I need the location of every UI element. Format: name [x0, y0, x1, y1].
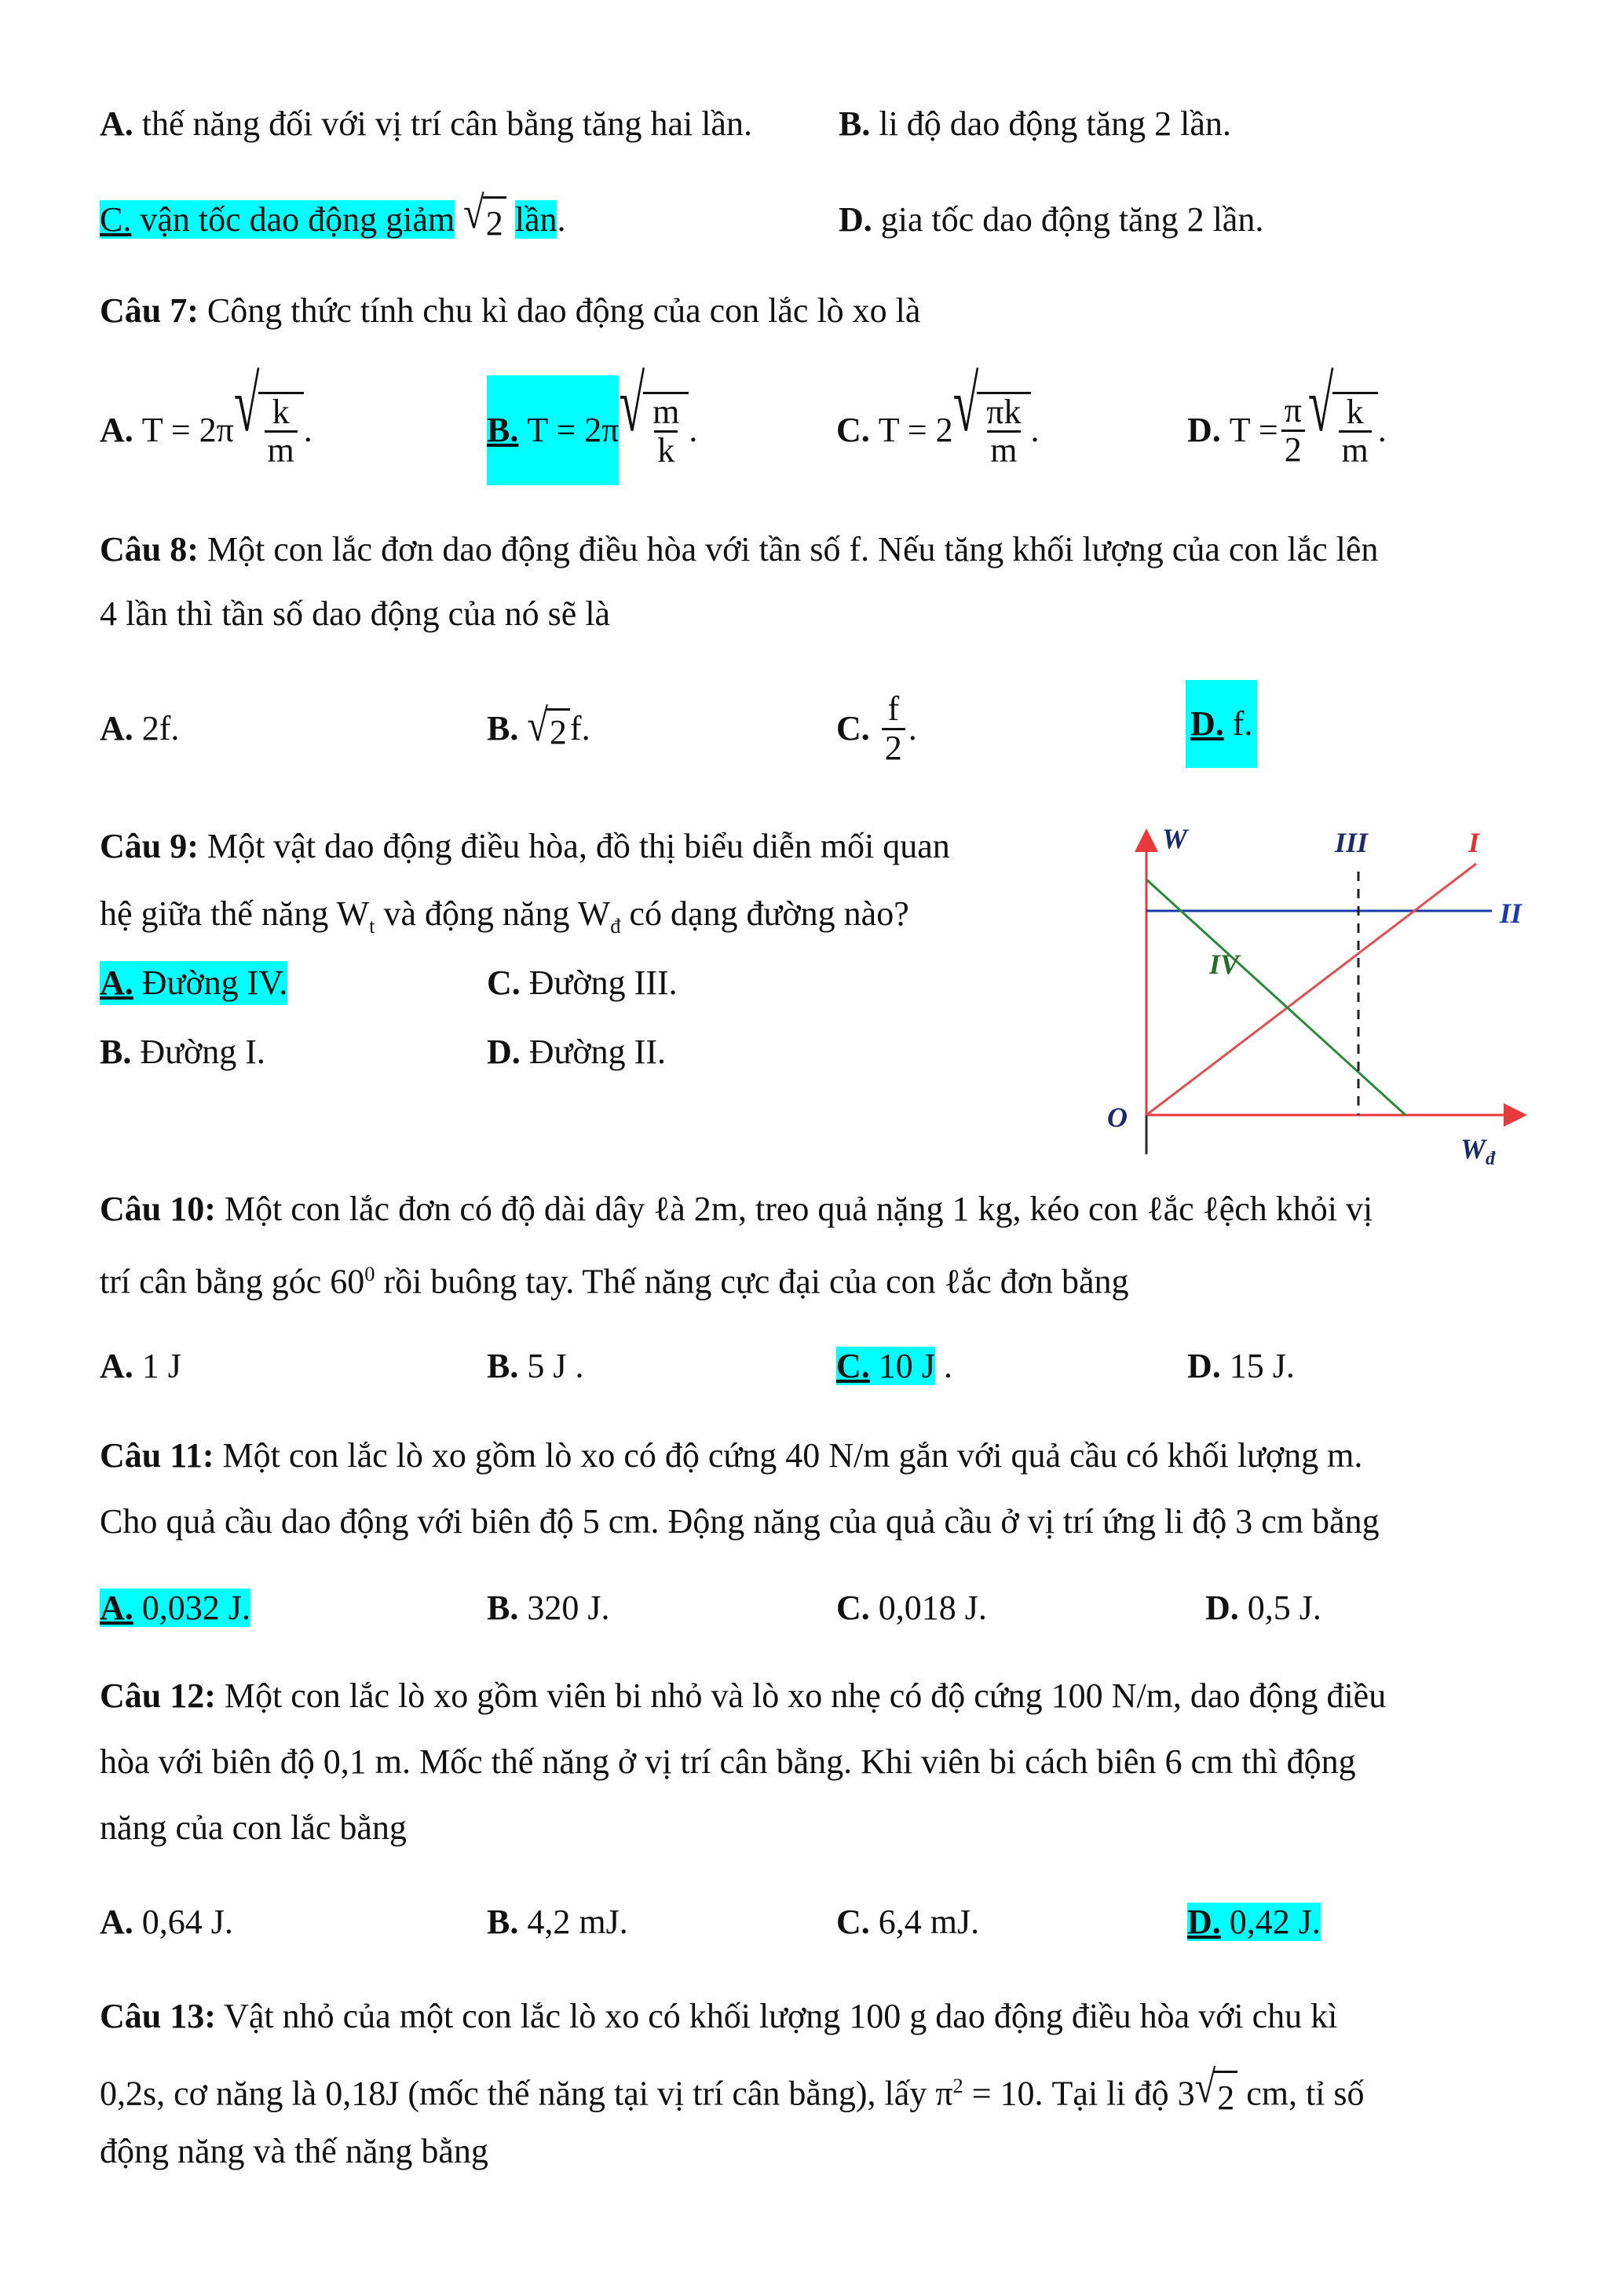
q12-a-text: 0,64 J. — [141, 1903, 233, 1941]
q9-a-label: A. — [100, 963, 133, 1002]
q8-d-text: f. — [1232, 704, 1253, 743]
q12-option-a — [100, 1900, 233, 1944]
q8-a-label: A. — [100, 709, 133, 748]
q12-c-label: C. — [836, 1903, 870, 1941]
q13-stem-line1 — [100, 1994, 1337, 2038]
q10-option-d — [1187, 1344, 1295, 1388]
q7-a-sqrt: √ $\frac{k}{m}$ — [234, 392, 304, 469]
q11-b-text: 320 J. — [527, 1589, 610, 1627]
q8-c-fraction: $\frac{f}{2}$ — [882, 691, 905, 766]
q11-label: Câu 11: — [100, 1436, 214, 1475]
q7-option-d: D. T = $\frac{\pi}{2}$ √ $\frac{k}{m}$ . — [1187, 359, 1387, 470]
q8-b-sqrt: √ 2 — [527, 708, 570, 755]
q11-stem-line1 — [100, 1434, 1362, 1478]
q7-b-label: B. — [487, 411, 519, 449]
q9-stem-line2: hệ giữa thế năng $W_t$ và động năng $W_đ$ có dạng đường nào? — [100, 894, 909, 938]
q13-stem-line2: 0,2s, cơ năng là 0,18J (mốc thế năng tại vị trí cân bằng), lấy $\pi^2 = 10$. Tại li độ 3 √ 2 cm, tỉ số — [100, 2060, 1365, 2123]
q9-option-d — [487, 1030, 666, 1074]
q8-b-after: f. — [569, 709, 590, 748]
q9-d-text: Đường II. — [528, 1033, 666, 1071]
q12-text-1: Một con lắc lò xo gồm viên bi nhỏ và lò xo nhẹ có độ cứng 100 N/m, dao động điều — [224, 1676, 1387, 1715]
q7-b-prefix: T = 2π — [527, 411, 620, 449]
q13-sqrt: √ 2 — [1195, 2071, 1238, 2123]
q11-option-d — [1205, 1586, 1321, 1630]
q8-stem-line1 — [100, 528, 1378, 572]
q12-c-text: 6,4 mJ. — [878, 1903, 980, 1941]
q11-option-c — [836, 1586, 987, 1630]
q7-stem — [100, 289, 920, 333]
q7-label: Câu 7: — [100, 291, 199, 330]
q10-option-b — [487, 1344, 583, 1388]
q8-option-b — [487, 700, 590, 755]
graph-label-IV: IV — [1209, 949, 1240, 980]
q8-option-c: C. $\frac{f}{2}$ . — [836, 689, 917, 767]
q11-text-1: Một con lắc lò xo gồm lò xo có độ cứng 40 N/m gắn với quả cầu có khối lượng m. — [222, 1436, 1363, 1475]
q13-label: Câu 13: — [100, 1997, 216, 2035]
q13-stem-line3: động năng và thế năng bằng — [100, 2132, 488, 2170]
q9-b-label: B. — [100, 1033, 132, 1071]
q10-d-text: 15 J. — [1229, 1347, 1295, 1385]
q10-a-text: 1 J — [141, 1347, 181, 1385]
q11-d-text: 0,5 J. — [1247, 1589, 1321, 1627]
q7-c-sqrt: √ $\frac{\pi k}{m}$ — [953, 392, 1031, 469]
graph-y-label: W — [1162, 823, 1188, 854]
q11-c-text: 0,018 J. — [878, 1589, 987, 1627]
q6-d-label: D. — [839, 200, 872, 239]
q12-option-d — [1187, 1900, 1321, 1944]
q11-option-b — [487, 1586, 609, 1630]
q7-option-a: A. T = 2π √ $\frac{k}{m}$ . — [100, 359, 313, 470]
line-IV — [1146, 879, 1406, 1115]
q9-a-text: Đường IV. — [141, 963, 288, 1002]
q10-c-after: . — [943, 1347, 952, 1385]
q9-stem-line1 — [100, 824, 950, 868]
q7-d-sqrt: √ $\frac{k}{m}$ — [1308, 392, 1378, 469]
q9-energy-graph — [1099, 809, 1539, 1170]
q12-d-text: 0,42 J. — [1229, 1903, 1321, 1941]
q6-a-text: thế năng đối với vị trí cân bằng tăng hai lần. — [141, 104, 752, 143]
q6-c-after: lần — [514, 200, 557, 239]
q8-a-text: 2f. — [141, 709, 180, 748]
q12-b-label: B. — [487, 1903, 519, 1941]
graph-x-label: $W_đ$ — [1460, 1133, 1496, 1169]
q9-option-b — [100, 1030, 265, 1074]
q8-c-label: C. — [836, 709, 870, 748]
q10-option-c — [836, 1344, 952, 1388]
q10-stem-line2: trí cân bằng góc $60^0$ rồi buông tay. Thế năng cực đại của con ℓắc đơn bằng — [100, 1262, 1129, 1301]
q12-option-b — [487, 1900, 628, 1944]
graph-label-I: I — [1468, 827, 1480, 858]
q10-b-text: 5 J . — [527, 1347, 584, 1385]
q10-option-a — [100, 1344, 181, 1388]
q6-b-label: B. — [839, 104, 871, 143]
q6-option-a — [100, 102, 752, 146]
q9-d-label: D. — [487, 1033, 521, 1071]
q8-option-d — [1186, 680, 1257, 768]
q12-d-label: D. — [1187, 1903, 1221, 1941]
q10-a-label: A. — [100, 1347, 133, 1385]
q6-c-text: vận tốc dao động giảm — [140, 200, 455, 239]
q7-option-c: C. T = 2 √ $\frac{\pi k}{m}$ . — [836, 359, 1040, 470]
q9-c-label: C. — [487, 963, 521, 1002]
q6-b-text: li độ dao động tăng 2 lần. — [879, 104, 1231, 143]
q11-stem-line2: Cho quả cầu dao động với biên độ 5 cm. Động năng của quả cầu ở vị trí ứng li độ 3 cm bằng — [100, 1502, 1380, 1541]
q9-label: Câu 9: — [100, 827, 199, 865]
q6-c-sqrt: √ 2 — [463, 196, 506, 249]
graph-label-III: III — [1335, 827, 1369, 858]
q8-label: Câu 8: — [100, 530, 199, 569]
q9-b-text: Đường I. — [140, 1033, 265, 1071]
q8-stem-line2: 4 lần thì tần số dao động của nó sẽ là — [100, 594, 611, 633]
q10-text-1: Một con lắc đơn có độ dài dây ℓà 2m, treo quả nặng 1 kg, kéo con ℓắc ℓệch khỏi vị — [224, 1190, 1373, 1228]
q6-c-label: C. — [100, 200, 132, 239]
q10-label: Câu 10: — [100, 1190, 216, 1228]
graph-label-II: II — [1500, 898, 1522, 929]
q9-option-c — [487, 961, 678, 1005]
line-I — [1146, 864, 1476, 1115]
q8-text-1: Một con lắc đơn dao động điều hòa với tần số f. Nếu tăng khối lượng của con lắc lên — [207, 530, 1379, 569]
q12-a-label: A. — [100, 1903, 133, 1941]
q8-b-label: B. — [487, 709, 519, 748]
q6-option-c: C. vận tốc dao động giảm √ 2 lần. — [100, 195, 565, 249]
q12-label: Câu 12: — [100, 1676, 216, 1715]
q7-text: Công thức tính chu kì dao động của con lắc lò xo là — [207, 291, 921, 330]
q11-d-label: D. — [1205, 1589, 1239, 1627]
q11-b-label: B. — [487, 1589, 519, 1627]
q9-text-1: Một vật dao động điều hòa, đồ thị biểu diễn mối quan — [207, 827, 950, 865]
q11-option-a — [100, 1586, 250, 1630]
q8-d-label: D. — [1190, 704, 1224, 743]
q12-b-text: 4,2 mJ. — [527, 1903, 628, 1941]
q7-d-fraction: $\frac{\pi}{2}$ — [1281, 393, 1305, 467]
q7-d-prefix: T = — [1229, 411, 1278, 449]
q6-option-b — [839, 102, 1231, 146]
q12-stem-line1 — [100, 1674, 1386, 1718]
q10-c-label: C. — [836, 1347, 870, 1385]
q11-a-label: A. — [100, 1589, 133, 1627]
q7-d-label: D. — [1187, 411, 1221, 449]
q7-b-sqrt: √ $\frac{m}{k}$ — [619, 392, 689, 469]
q7-a-prefix: T = 2π — [141, 411, 234, 449]
q7-a-label: A. — [100, 411, 133, 449]
q9-option-a — [100, 961, 287, 1005]
q7-c-prefix: T = 2 — [878, 411, 953, 449]
q10-stem-line1 — [100, 1187, 1373, 1231]
q7-c-label: C. — [836, 411, 870, 449]
q10-d-label: D. — [1187, 1347, 1221, 1385]
q6-d-text: gia tốc dao động tăng 2 lần. — [880, 200, 1264, 239]
q11-a-text: 0,032 J. — [141, 1589, 250, 1627]
q7-option-b: B. T = 2π √ $\frac{m}{k}$ . — [487, 375, 697, 485]
q10-c-text: 10 J — [878, 1347, 935, 1385]
graph-origin-label: O — [1107, 1102, 1128, 1133]
q10-b-label: B. — [487, 1347, 519, 1385]
q12-stem-line3: năng của con lắc bằng — [100, 1808, 407, 1847]
q13-text-1: Vật nhỏ của một con lắc lò xo có khối lượng 100 g dao động điều hòa với chu kì — [224, 1997, 1338, 2035]
q11-c-label: C. — [836, 1589, 870, 1627]
q9-c-text: Đường III. — [528, 963, 678, 1002]
q12-option-c — [836, 1900, 979, 1944]
q8-option-a — [100, 707, 179, 751]
q6-a-label: A. — [100, 104, 133, 143]
q12-stem-line2: hòa với biên độ 0,1 m. Mốc thế năng ở vị trí cân bằng. Khi viên bi cách biên 6 cm thì động — [100, 1742, 1356, 1781]
q6-option-d — [839, 198, 1263, 242]
